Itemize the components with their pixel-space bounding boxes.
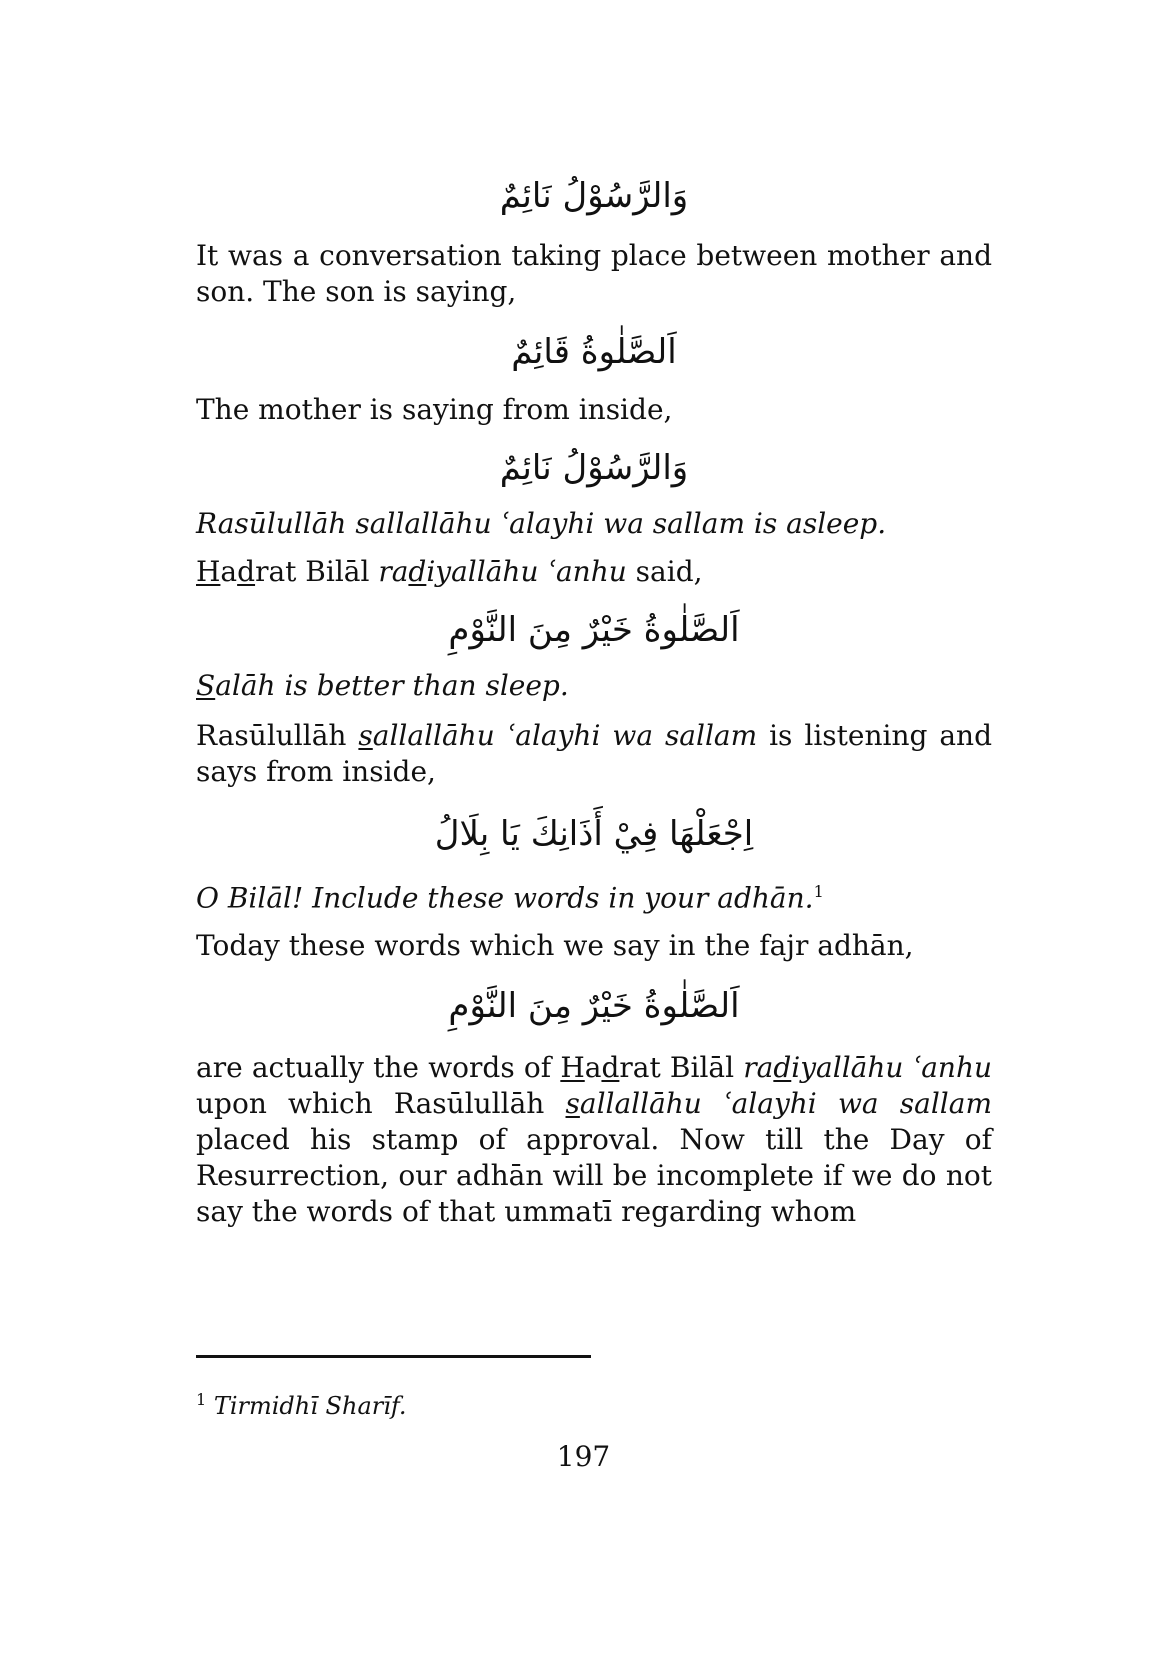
underlined-letter: d xyxy=(408,555,427,588)
footnote xyxy=(196,1385,407,1421)
text-span: alāh is better than sleep. xyxy=(215,669,569,702)
italic-span: ra xyxy=(378,555,409,588)
text-span: are actually the words of xyxy=(196,1051,561,1085)
text-span: Rasūlullāh xyxy=(196,719,359,752)
page-number: 197 xyxy=(556,1440,611,1473)
arabic-verse-4: اَلصَّلٰوةُ خَيْرٌ مِنَ النَّوْمِ xyxy=(448,610,740,650)
paragraph-3-translation: Rasūlullāh sallallāhu ʿalayhi wa sallam is asleep. xyxy=(196,507,887,540)
text-span: rat Bilāl xyxy=(255,555,379,588)
underlined-letter: H xyxy=(560,1051,585,1085)
text-span: said, xyxy=(626,555,703,588)
paragraph-1: It was a conversation taking place between mother and son. The son is saying, xyxy=(196,239,992,308)
underlined-letter: s xyxy=(358,719,373,752)
arabic-verse-6: اَلصَّلٰوةُ خَيْرٌ مِنَ النَّوْمِ xyxy=(448,986,740,1027)
text-span: O Bilāl! Include these words in your adhān. xyxy=(196,881,814,915)
paragraph-4 xyxy=(196,554,992,590)
footnote-number: 1 xyxy=(196,1390,207,1409)
paragraph-6 xyxy=(196,718,992,790)
paragraph-9 xyxy=(196,1050,992,1230)
italic-span: iyallāhu ʿanhu xyxy=(426,555,627,588)
text-span: is listening and says from inside, xyxy=(196,719,992,788)
italic-span: allallāhu ʿalayhi wa sallam xyxy=(372,719,758,752)
text-span: upon which Rasūlullāh xyxy=(196,1087,566,1121)
underlined-letter: d xyxy=(237,555,256,588)
page-body xyxy=(196,150,992,1230)
underlined-letter: H xyxy=(196,555,221,588)
paragraph-2: The mother is saying from inside, xyxy=(196,393,673,426)
text-span: a xyxy=(584,1051,602,1085)
arabic-verse-2: اَلصَّلٰوةُ قَائِمٌ xyxy=(511,332,677,372)
underlined-letter: S xyxy=(196,669,216,702)
underlined-letter: d xyxy=(773,1051,792,1085)
footnote-divider xyxy=(196,1355,591,1358)
underlined-letter: s xyxy=(565,1087,580,1121)
text-span: rat Bilāl xyxy=(619,1051,744,1085)
paragraph-5-translation xyxy=(196,668,992,704)
text-span: placed his stamp of approval. Now till the Day of Resurrection, our adhān will be incomplete if we do not say the words of that ummatī regarding whom xyxy=(196,1123,992,1229)
footnote-text: Tirmidhī Sharīf. xyxy=(213,1392,407,1420)
footnote-reference[interactable]: 1 xyxy=(813,882,824,901)
italic-span: iyallāhu ʿanhu xyxy=(791,1051,993,1085)
italic-span: ra xyxy=(743,1051,774,1085)
paragraph-7-translation xyxy=(196,874,992,916)
arabic-verse-3: وَالرَّسُوْلُ نَائِمٌ xyxy=(499,448,689,488)
arabic-verse-1: وَالرَّسُوْلُ نَائِمٌ xyxy=(499,176,689,216)
underlined-letter: d xyxy=(601,1051,620,1085)
italic-span: allallāhu ʿalayhi wa sallam xyxy=(579,1087,992,1121)
paragraph-8: Today these words which we say in the fajr adhān, xyxy=(196,929,914,963)
arabic-verse-5: اِجْعَلْهَا فِيْ أَذَانِكَ يَا بِلَالُ xyxy=(434,814,754,854)
text-span: a xyxy=(220,555,238,588)
